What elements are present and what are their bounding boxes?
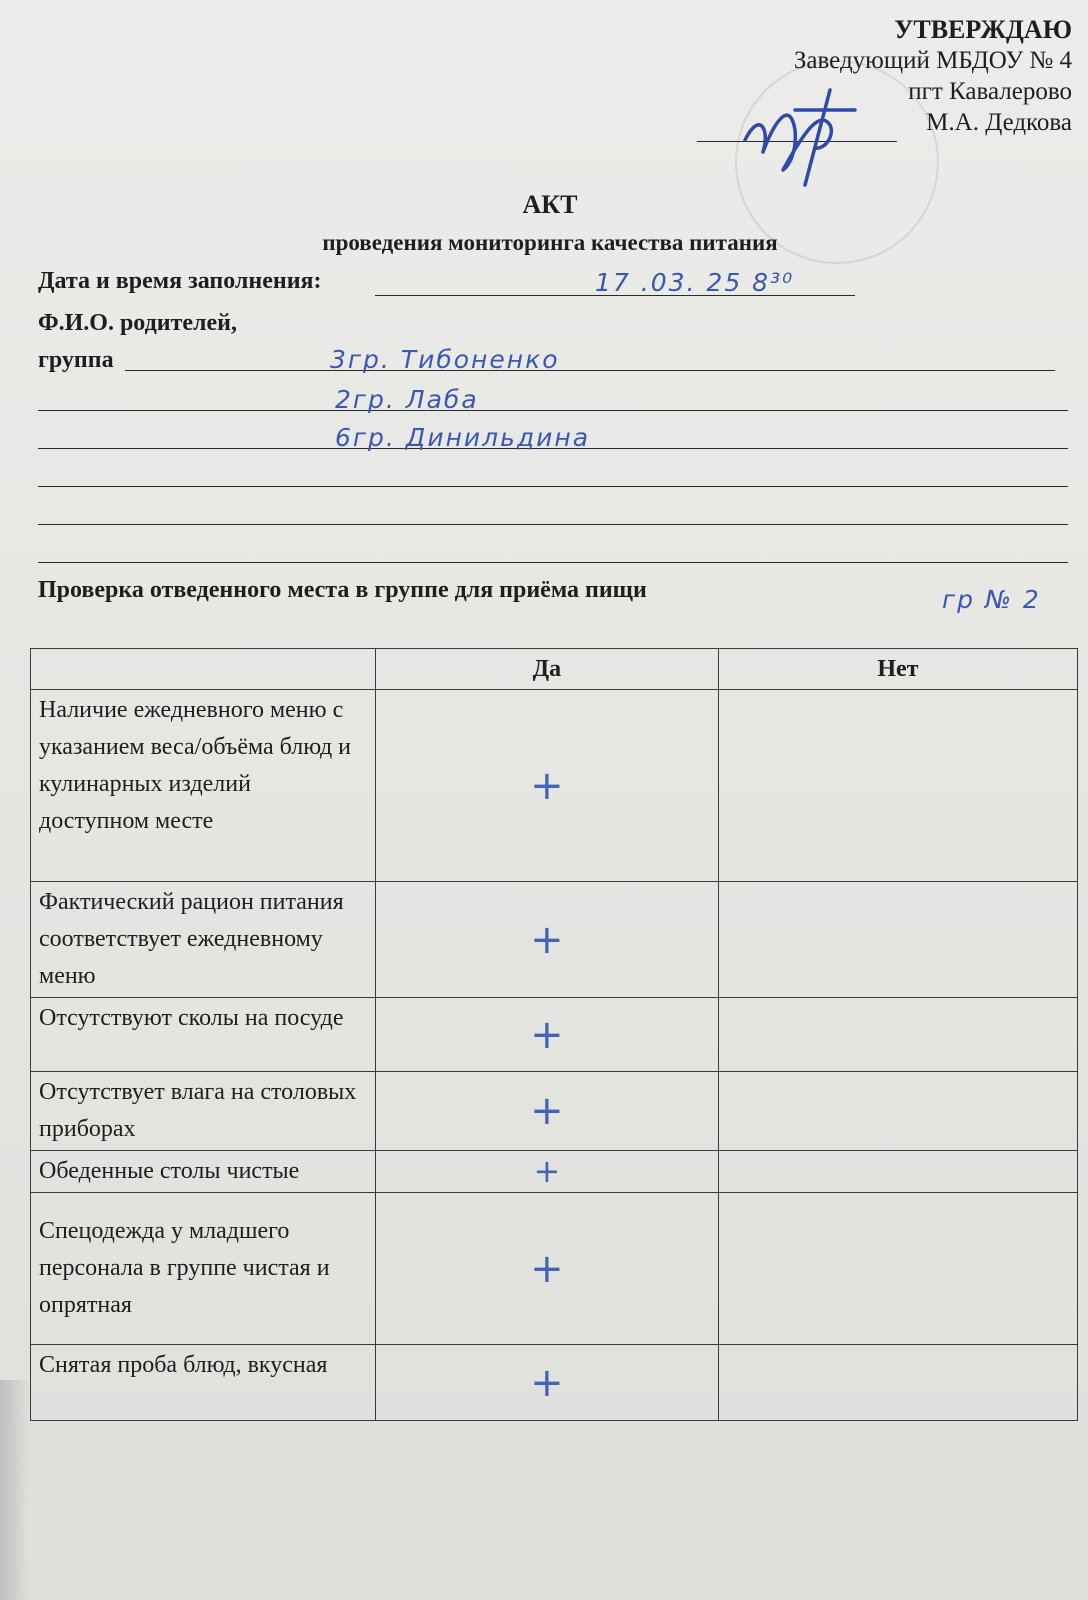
yes-cell bbox=[375, 998, 718, 1072]
check-mark: + bbox=[530, 762, 564, 809]
group-label: группа bbox=[38, 347, 114, 373]
entry-line bbox=[38, 562, 1068, 563]
no-cell bbox=[718, 690, 1077, 882]
table-row bbox=[31, 882, 1078, 998]
yes-cell bbox=[375, 882, 718, 998]
check-mark: + bbox=[533, 1151, 561, 1190]
yes-cell bbox=[375, 1151, 718, 1193]
no-cell bbox=[718, 1072, 1077, 1151]
no-cell bbox=[718, 1193, 1077, 1345]
approval-heading: УТВЕРЖДАЮ bbox=[894, 15, 1072, 44]
datetime-value: 17 .03. 25 8³⁰ bbox=[595, 268, 795, 297]
check-mark: + bbox=[530, 1011, 564, 1058]
yes-cell bbox=[375, 690, 718, 882]
parents-label: Ф.И.О. родителей, bbox=[38, 310, 237, 336]
document-title: АКТ bbox=[522, 190, 578, 219]
question-cell: Фактический рацион питания соответствует ежедневному меню bbox=[31, 882, 376, 998]
question-cell: Обеденные столы чистые bbox=[31, 1151, 376, 1193]
approval-position: Заведующий МБДОУ № 4 bbox=[793, 47, 1072, 74]
no-cell bbox=[718, 882, 1077, 998]
entry-line bbox=[38, 486, 1068, 487]
group-note: гр № 2 bbox=[942, 585, 1041, 614]
parent-entry: 2гр. Лаба bbox=[335, 385, 479, 414]
approval-name: М.А. Дедкова bbox=[926, 109, 1072, 136]
yes-cell bbox=[375, 1072, 718, 1151]
table-row bbox=[31, 1345, 1078, 1421]
signature bbox=[735, 70, 885, 190]
no-cell bbox=[718, 998, 1077, 1072]
no-cell bbox=[718, 1151, 1077, 1193]
check-mark: + bbox=[530, 1088, 564, 1134]
check-mark: + bbox=[530, 1245, 564, 1292]
table-row bbox=[31, 998, 1078, 1072]
table-row bbox=[31, 690, 1078, 882]
approval-place: пгт Кавалерово bbox=[908, 78, 1072, 105]
no-cell bbox=[718, 1345, 1077, 1421]
header-empty bbox=[31, 649, 376, 690]
yes-cell bbox=[375, 1193, 718, 1345]
datetime-label: Дата и время заполнения: bbox=[38, 268, 322, 294]
question-cell: Наличие ежедневного меню с указанием веса/объёма блюд и кулинарных изделий доступном месте bbox=[31, 690, 376, 882]
question-cell: Отсутствуют сколы на посуде bbox=[31, 998, 376, 1072]
entry-line bbox=[38, 524, 1068, 525]
entry-line bbox=[38, 410, 1068, 411]
table-row bbox=[31, 1193, 1078, 1345]
question-cell: Снятая проба блюд, вкусная bbox=[31, 1345, 376, 1421]
yes-cell bbox=[375, 1345, 718, 1421]
page-shadow bbox=[0, 1380, 30, 1600]
header-yes: Да bbox=[375, 649, 718, 690]
parent-entry: 3гр. Тибоненко bbox=[330, 345, 560, 374]
checks-table bbox=[30, 648, 1078, 1421]
document-subtitle: проведения мониторинга качества питания bbox=[322, 230, 778, 255]
table-header-row bbox=[31, 649, 1078, 690]
question-cell: Отсутствует влага на столовых приборах bbox=[31, 1072, 376, 1151]
check-mark: + bbox=[530, 1359, 564, 1406]
entry-line bbox=[125, 370, 1055, 371]
header-no: Нет bbox=[718, 649, 1077, 690]
parent-entry: 6гр. Динильдина bbox=[335, 423, 591, 452]
table-row bbox=[31, 1072, 1078, 1151]
check-section-title: Проверка отведенного места в группе для приёма пищи bbox=[38, 577, 647, 603]
check-mark: + bbox=[530, 916, 564, 963]
question-cell: Спецодежда у младшего персонала в группе чистая и опрятная bbox=[31, 1193, 376, 1345]
table-row bbox=[31, 1151, 1078, 1193]
